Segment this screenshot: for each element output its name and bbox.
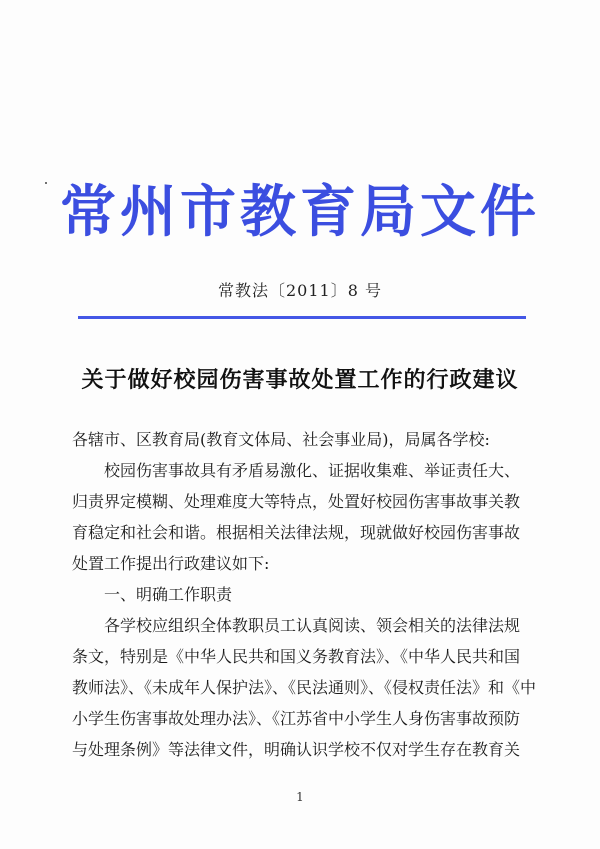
body-line: 与处理条例》等法律文件，明确认识学校不仅对学生存在教育关 — [72, 740, 521, 759]
body-line: 各学校应组织全体教职员工认真阅读、领会相关的法律法规 — [104, 616, 521, 635]
page-number: 1 — [296, 790, 304, 804]
document-title: 关于做好校园伤害事故处置工作的行政建议 — [81, 367, 519, 393]
body-line: 小学生伤害事故处理办法》、《江苏省中小学生人身伤害事故预防 — [72, 709, 521, 728]
body-line: 归责界定模糊、处理难度大等特点，处置好校园伤害事故事关教 — [72, 492, 521, 511]
body-line: 校园伤害事故具有矛盾易激化、证据收集难、举证责任大、 — [104, 461, 521, 480]
document-number: 常教法〔2011〕8 号 — [218, 281, 382, 300]
document-body — [72, 424, 537, 765]
section-heading: 一、明确工作职责 — [104, 585, 233, 604]
body-line: 条文，特别是《中华人民共和国义务教育法》、《中华人民共和国 — [72, 647, 521, 666]
body-line: 教师法》、《未成年人保护法》、《民法通则》、《侵权责任法》和《中 — [72, 678, 537, 697]
masthead-title: 常州市教育局文件 — [60, 179, 540, 245]
salutation: 各辖市、区教育局(教育文体局、社会事业局)，局属各学校: — [72, 430, 490, 449]
body-line: 育稳定和社会和谐。根据相关法律法规，现就做好校园伤害事故 — [72, 523, 521, 542]
body-line: 处置工作提出行政建议如下: — [72, 554, 270, 573]
red-head-rule — [78, 316, 526, 319]
